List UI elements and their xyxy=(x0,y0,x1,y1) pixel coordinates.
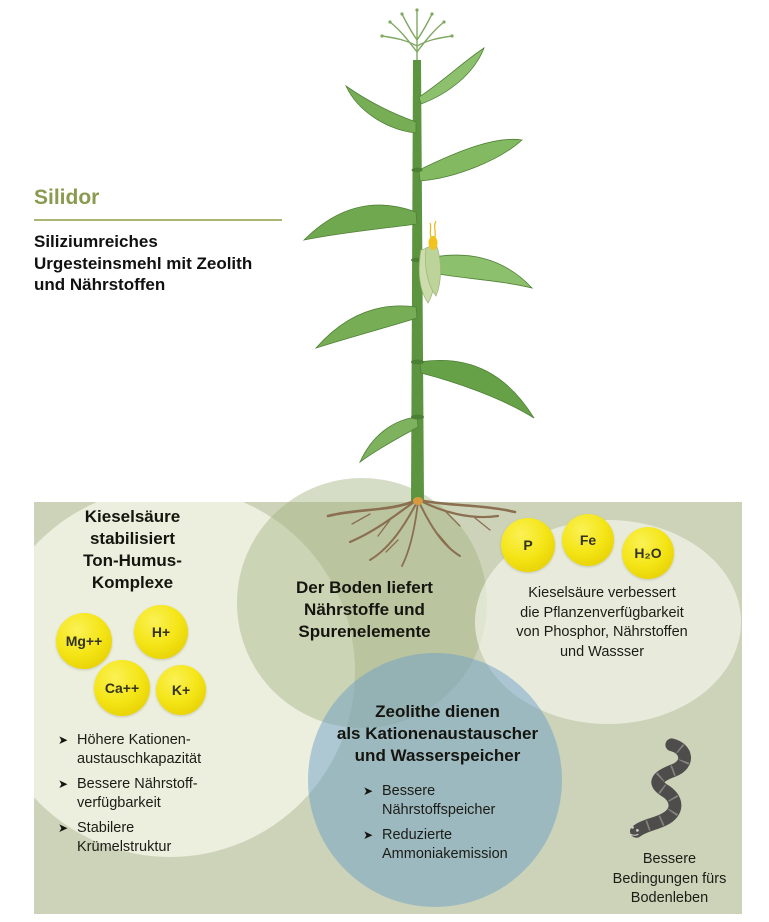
heading-line: Nährstoffe und xyxy=(304,600,425,619)
zeolite-bullets xyxy=(363,782,548,870)
heading-line: Kieselsäure xyxy=(84,507,181,526)
bullet-text xyxy=(382,782,495,820)
arrow-bullet-icon: ➤ xyxy=(363,828,374,842)
bullet-text xyxy=(77,731,201,769)
bullet-line: Reduzierte xyxy=(382,827,453,843)
subtitle-line: Urgesteinsmehl mit Zeolith xyxy=(34,253,253,273)
heading-line: Ton-Humus- xyxy=(83,551,182,570)
potassium-ion-icon xyxy=(156,665,206,715)
ion-label: K+ xyxy=(171,682,191,698)
earthworm-icon xyxy=(612,733,707,851)
soil-life-caption xyxy=(592,850,747,909)
calcium-ion-icon xyxy=(94,660,150,716)
subtitle-line: und Nährstoffen xyxy=(34,275,166,294)
heading-line: Zeolithe dienen xyxy=(375,702,500,721)
clay-humus-heading xyxy=(40,506,225,594)
iron-ion-icon xyxy=(562,514,614,566)
zeolite-heading xyxy=(310,701,565,767)
arrow-bullet-icon: ➤ xyxy=(58,821,69,835)
text-line: Bessere xyxy=(642,851,697,867)
arrow-bullet-icon: ➤ xyxy=(58,777,69,791)
arrow-bullet-icon: ➤ xyxy=(58,733,69,747)
bullet-line: Höhere Kationen- xyxy=(77,732,191,748)
bullet-line: Krümelstruktur xyxy=(77,839,172,855)
root-collar xyxy=(413,497,423,505)
bullet-line: verfügbarkeit xyxy=(77,795,161,811)
roots xyxy=(328,500,515,566)
corn-ear-icon xyxy=(419,221,440,303)
heading-line: und Wasserspeicher xyxy=(354,746,521,765)
magnesium-ion-icon xyxy=(56,613,112,669)
nutrients-heading xyxy=(252,577,477,643)
brand-underline xyxy=(34,219,282,221)
text-line: Bodenleben xyxy=(630,890,709,906)
tassel-icon xyxy=(382,10,452,60)
text-line: Bedingungen fürs xyxy=(612,870,727,887)
bullet-line: Stabilere xyxy=(77,820,135,836)
bullet-line: Bessere xyxy=(382,783,436,799)
clay-humus-bullets xyxy=(58,731,243,863)
bullet-line: Nährstoffspeicher xyxy=(382,802,496,818)
phosphorus-ion-icon xyxy=(501,518,555,572)
heading-line: als Kationenaustauscher xyxy=(336,724,539,743)
corn-plant-illustration xyxy=(270,0,570,575)
bullet-text xyxy=(77,775,198,813)
ion-label: H+ xyxy=(151,624,171,640)
text-line: Kieselsäure verbessert xyxy=(528,585,676,601)
arrow-bullet-icon: ➤ xyxy=(363,784,374,798)
product-subtitle xyxy=(34,231,252,296)
ion-label: Fe xyxy=(579,532,597,548)
ion-label: H₂O xyxy=(634,545,662,561)
bullet-line: austauschkapazität xyxy=(77,751,202,767)
bullet-text xyxy=(77,819,171,857)
bullet-item xyxy=(363,782,548,820)
ion-label: Mg++ xyxy=(65,633,103,649)
text-line: und Wassser xyxy=(559,643,645,660)
bullet-text xyxy=(382,826,508,864)
availability-text xyxy=(488,584,716,662)
subtitle-line: Siliziumreiches xyxy=(34,232,158,251)
water-molecule-icon xyxy=(622,527,674,579)
bullet-line: Ammoniakemission xyxy=(382,846,508,862)
bullet-item xyxy=(58,819,243,857)
heading-line: Der Boden liefert xyxy=(296,578,433,597)
heading-line: stabilisiert xyxy=(89,529,176,548)
bullet-item xyxy=(363,826,548,864)
heading-line: Spurenelemente xyxy=(298,622,431,641)
bullet-line: Bessere Nährstoff- xyxy=(77,776,198,792)
text-line: von Phosphor, Nährstoffen xyxy=(516,624,688,640)
bullet-item xyxy=(58,731,243,769)
text-line: die Pflanzenverfügbarkeit xyxy=(520,604,684,621)
hydrogen-ion-icon xyxy=(134,605,188,659)
brand-title: Silidor xyxy=(34,186,100,209)
heading-line: Komplexe xyxy=(91,573,174,592)
bullet-item xyxy=(58,775,243,813)
ion-label: P xyxy=(523,537,533,553)
ion-label: Ca++ xyxy=(104,680,140,696)
